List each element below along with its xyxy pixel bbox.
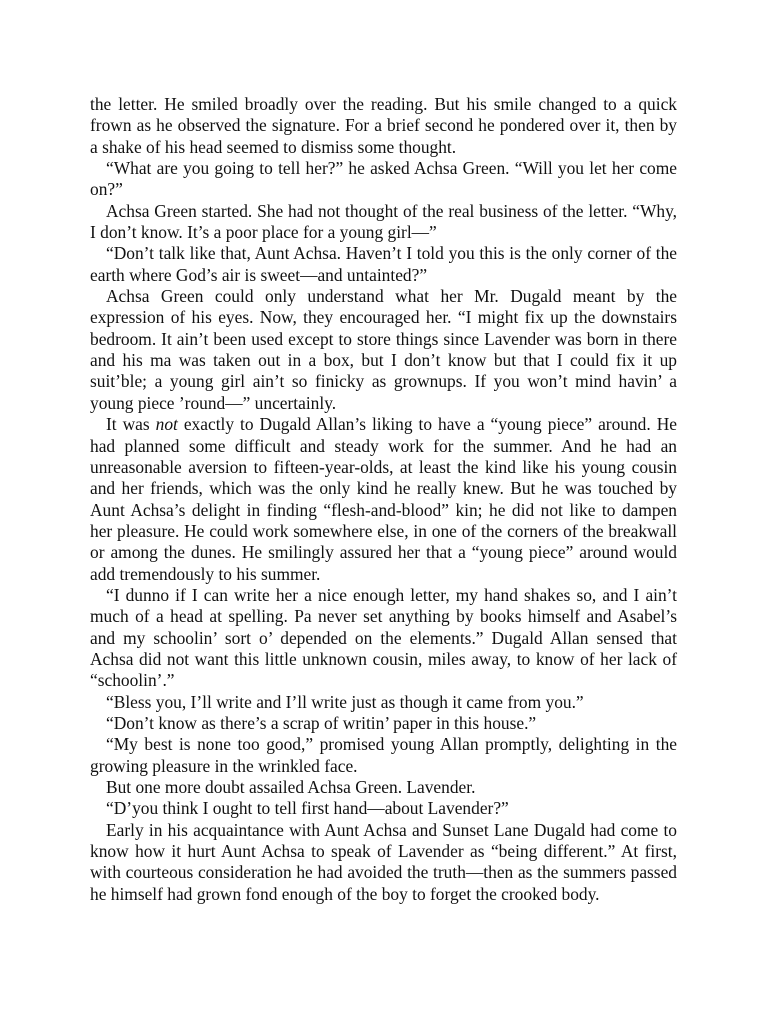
- paragraph-4: [90, 243, 677, 286]
- paragraph-4-text: “Don’t talk like that, Aunt Achsa. Haven’t I told you this is the only corner of the earth where God’s air is sweet—and untainted?”: [90, 243, 677, 285]
- paragraph-9-text: “Don’t know as there’s a scrap of writin’ paper in this house.”: [106, 712, 537, 733]
- paragraph-6-text-a: It was: [106, 414, 156, 435]
- paragraph-13-text: Early in his acquaintance with Aunt Achsa and Sunset Lane Dugald had come to know how it hurt Aunt Achsa to speak of Lavender as “being different.” At first, with courteous consideration he had avoided the truth—then as the summers passed he himself had grown fond enough of the boy to forget the crooked body.: [90, 819, 677, 904]
- paragraph-8: [90, 692, 677, 713]
- paragraph-11: [90, 777, 677, 798]
- paragraph-1-text: the letter. He smiled broadly over the reading. But his smile changed to a quick frown as he observed the signature. For a brief second he pondered over it, then by a shake of his head seemed to dismiss some thought.: [90, 94, 677, 157]
- paragraph-3: [90, 201, 677, 244]
- paragraph-11-text: But one more doubt assailed Achsa Green. Lavender.: [106, 777, 476, 797]
- paragraph-7-text: “I dunno if I can write her a nice enough letter, my hand shakes so, and I ain’t much of a head at spelling. Pa never set anything by books himself and Asabel’s and my schoolin’ sort o’ depended on the elements.” Dugald Allan sensed that Achsa did not want this little unknown cousin, miles away, to know of her lack of “schoolin’.”: [90, 584, 677, 691]
- paragraph-9: [90, 713, 677, 734]
- paragraph-12-text: “D’you think I ought to tell first hand—about Lavender?”: [106, 798, 509, 819]
- paragraph-12: [90, 798, 677, 819]
- paragraph-10-text: “My best is none too good,” promised young Allan promptly, delighting in the growing pleasure in the wrinkled face.: [90, 734, 677, 776]
- paragraph-6: [90, 414, 677, 585]
- paragraph-6-emphasis: not: [155, 414, 178, 435]
- paragraph-1: [90, 94, 677, 158]
- paragraph-10: [90, 734, 677, 777]
- paragraph-6-text-b: exactly to Dugald Allan’s liking to have a “young piece” around. He had planned some difficult and steady work for the summer. And he had an unreasonable aversion to fifteen-year-olds, at least the kind like his young cousin and her friends, which was the only kind he really knew. But he was touched by Aunt Achsa’s delight in finding “flesh-and-blood” kin; he did not like to dampen her pleasure. He could work somewhere else, in one of the corners of the breakwall or among the dunes. He smilingly assured her that a “young piece” around would add tremendously to his summer.: [90, 414, 677, 584]
- paragraph-13: [90, 820, 677, 905]
- paragraph-2-text: “What are you going to tell her?” he asked Achsa Green. “Will you let her come on?”: [90, 158, 677, 200]
- book-page-text: [90, 94, 677, 905]
- paragraph-8-text: “Bless you, I’ll write and I’ll write just as though it came from you.”: [106, 691, 584, 712]
- paragraph-3-text: Achsa Green started. She had not thought of the real business of the letter. “Why, I don’t know. It’s a poor place for a young girl—”: [90, 200, 677, 243]
- paragraph-2: [90, 158, 677, 201]
- paragraph-5-text: Achsa Green could only understand what her Mr. Dugald meant by the expression of his eyes. Now, they encouraged her. “I might fix up the downstairs bedroom. It ain’t been used except to store things since Lavender was born in there and his ma was taken out in a box, but I don’t know but that I could fix it up suit’ble; a young girl ain’t so finicky as grownups. If you won’t mind havin’ a young piece ’round—” uncertainly.: [90, 286, 677, 413]
- paragraph-7: [90, 585, 677, 692]
- paragraph-5: [90, 286, 677, 414]
